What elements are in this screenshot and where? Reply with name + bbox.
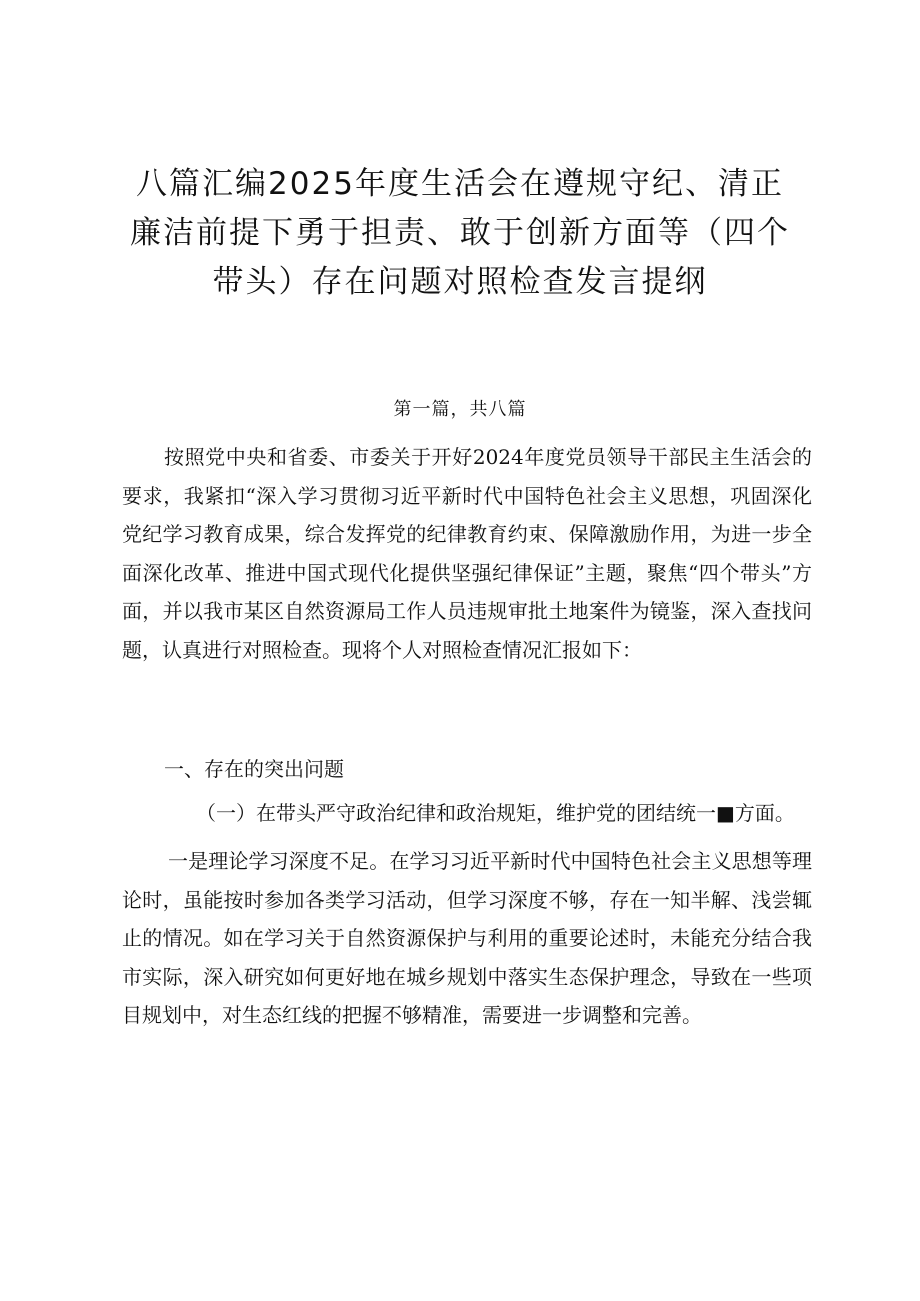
document-title — [110, 160, 810, 307]
title-line-1: 八篇汇编2025年度生活会在遵规守纪、清正 — [136, 166, 784, 202]
title-line-3: 带头）存在问题对照检查发言提纲 — [212, 264, 708, 300]
document-subtitle: 第一篇，共八篇 — [393, 399, 527, 420]
subsection-heading: （一）在带头严守政治纪律和政治规矩，维护党的团结统一■方面。 — [196, 801, 795, 825]
section-heading: 一、存在的突出问题 — [164, 757, 344, 781]
body-paragraph: 一是理论学习深度不足。在学习习近平新时代中国特色社会主义思想等理论时，虽能按时参加各类学习活动，但学习深度不够，存在一知半解、浅尝辄止的情况。如在学习关于自然资源保护与利用的重要论述时，未能充分结合我市实际，深入研究如何更好地在城乡规划中落实生态保护理念，导致在一些项目规划中，对生态红线的把握不够精准，需要进一步调整和完善。 — [122, 849, 812, 1027]
intro-paragraph: 按照党中央和省委、市委关于开好2024年度党员领导干部民主生活会的要求，我紧扣“深入学习贯彻习近平新时代中国特色社会主义思想，巩固深化党纪学习教育成果，综合发挥党的纪律教育约束、保障激励作用，为进一步全面深化改革、推进中国式现代化提供坚强纪律保证”主题，聚焦“四个带头”方面，并以我市某区自然资源局工作人员违规审批土地案件为镜鉴，深入查找问题，认真进行对照检查。现将个人对照检查情况汇报如下： — [122, 445, 812, 662]
title-line-2: 廉洁前提下勇于担责、敢于创新方面等（四个 — [130, 215, 790, 251]
